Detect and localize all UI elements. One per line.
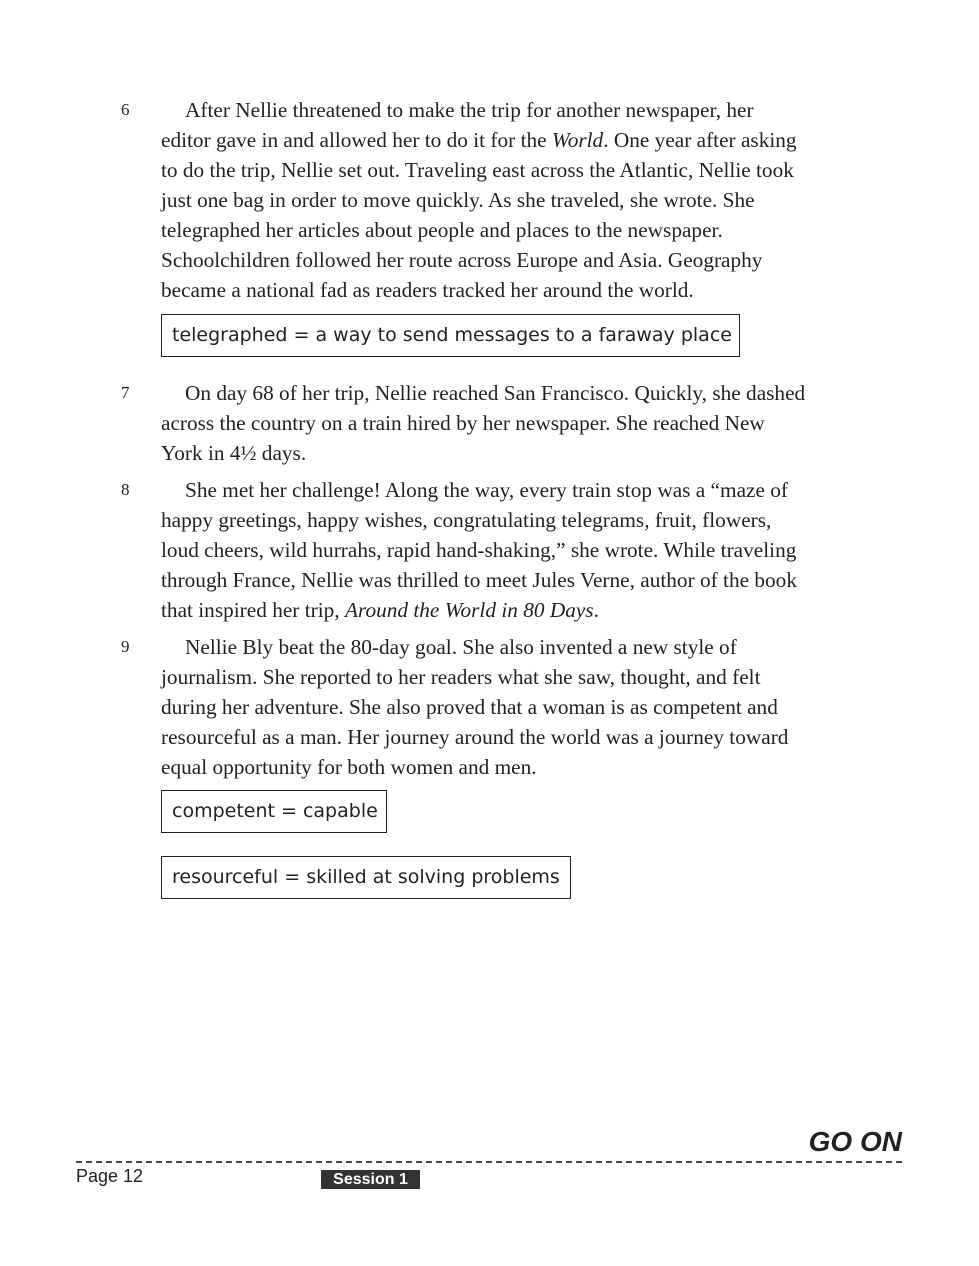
text-line: became a national fad as readers tracked her around the world. <box>161 278 694 302</box>
text-line: York in 4½ days. <box>161 441 307 465</box>
paragraph-number: 6 <box>121 100 130 119</box>
text-line <box>161 125 841 155</box>
text-line: through France, Nellie was thrilled to meet Jules Verne, author of the book <box>161 568 797 592</box>
text-line: journalism. She reported to her readers what she saw, thought, and felt <box>161 665 761 689</box>
paragraph-9 <box>121 632 841 782</box>
glossary-box-resourceful: resourceful = skilled at solving problems <box>161 856 571 899</box>
footer-divider <box>76 1161 902 1163</box>
book-title: Around the World in 80 Days <box>344 598 594 622</box>
text-line: loud cheers, wild hurrahs, rapid hand-shaking,” she wrote. While traveling <box>161 538 797 562</box>
paragraph-number: 7 <box>121 383 130 402</box>
go-on-label: GO ON <box>808 1126 902 1157</box>
text-line <box>161 595 841 625</box>
text-line: Schoolchildren followed her route across Europe and Asia. Geography <box>161 248 763 272</box>
text-line: Nellie Bly beat the 80-day goal. She also invented a new style of <box>185 635 737 659</box>
page-number: Page 12 <box>76 1166 144 1186</box>
text-segment: . <box>593 598 599 622</box>
glossary-box-competent: competent = capable <box>161 790 387 833</box>
text-line: On day 68 of her trip, Nellie reached San Francisco. Quickly, she dashed <box>185 381 806 405</box>
glossary-box-telegraphed: telegraphed = a way to send messages to a faraway place <box>161 314 740 357</box>
text-line: just one bag in order to move quickly. As she traveled, she wrote. She <box>161 188 755 212</box>
text-line: telegraphed her articles about people and places to the newspaper. <box>161 218 723 242</box>
text-line: to do the trip, Nellie set out. Traveling east across the Atlantic, Nellie took <box>161 158 794 182</box>
text-line: equal opportunity for both women and men. <box>161 755 537 779</box>
paragraph-number: 8 <box>121 480 130 499</box>
text-line: She met her challenge! Along the way, every train stop was a “maze of <box>185 478 788 502</box>
newspaper-title: World <box>551 128 604 152</box>
paragraph-8 <box>121 475 841 625</box>
text-segment: . One year after asking <box>603 128 797 152</box>
paragraph-6 <box>121 95 841 305</box>
text-segment: that inspired her trip, <box>161 598 345 622</box>
paragraph-7 <box>121 378 841 468</box>
text-line: resourceful as a man. Her journey around the world was a journey toward <box>161 725 789 749</box>
paragraph-number: 9 <box>121 637 130 656</box>
session-badge: Session 1 <box>321 1170 420 1189</box>
text-line: After Nellie threatened to make the trip for another newspaper, her <box>185 98 754 122</box>
text-line: during her adventure. She also proved that a woman is as competent and <box>161 695 778 719</box>
text-line: across the country on a train hired by her newspaper. She reached New <box>161 411 765 435</box>
text-segment: editor gave in and allowed her to do it for the <box>161 128 552 152</box>
text-line: happy greetings, happy wishes, congratulating telegrams, fruit, flowers, <box>161 508 772 532</box>
